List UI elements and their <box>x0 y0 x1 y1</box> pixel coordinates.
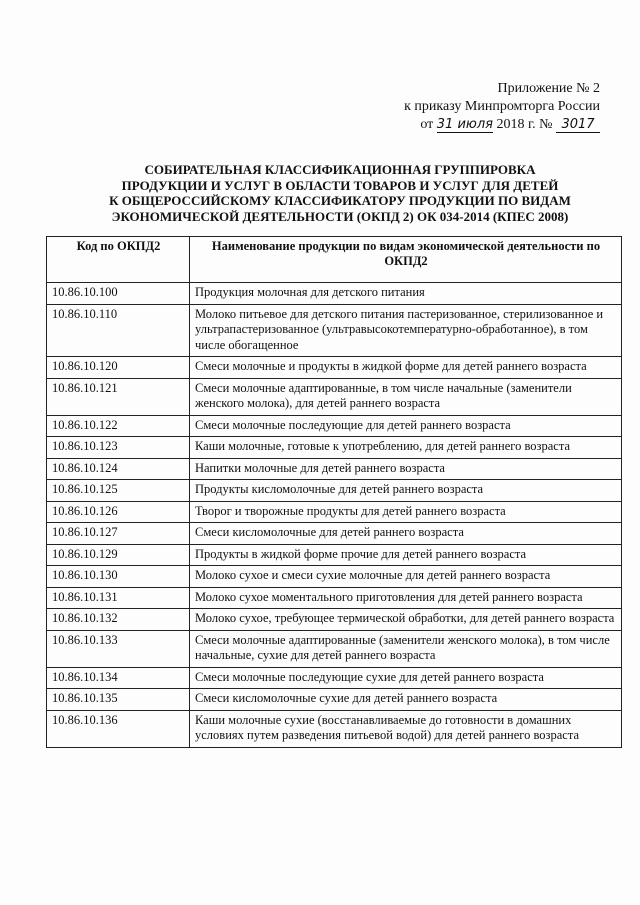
appendix-block <box>340 80 600 134</box>
document-title <box>90 162 590 224</box>
title-line-4: ЭКОНОМИЧЕСКОЙ ДЕЯТЕЛЬНОСТИ (ОКПД 2) ОК 034-2014 (КПЕС 2008) <box>111 208 569 224</box>
okpd2-code: 10.86.10.100 <box>47 283 190 305</box>
okpd2-code: 10.86.10.135 <box>47 689 190 711</box>
product-name: Напитки молочные для детей раннего возраста <box>190 458 622 480</box>
table-row <box>47 437 622 459</box>
table-row <box>47 304 622 357</box>
okpd2-code: 10.86.10.132 <box>47 609 190 631</box>
okpd2-code: 10.86.10.129 <box>47 544 190 566</box>
okpd2-code: 10.86.10.124 <box>47 458 190 480</box>
okpd2-code: 10.86.10.123 <box>47 437 190 459</box>
okpd2-code: 10.86.10.126 <box>47 501 190 523</box>
product-name: Молоко сухое, требующее термической обработки, для детей раннего возраста <box>190 609 622 631</box>
handwritten-date: 31 июля <box>436 117 493 132</box>
product-name: Каши молочные сухие (восстанавливаемые до готовности в домашних условиях путем разведения питьевой водой) для детей раннего возраста <box>190 710 622 747</box>
table-row <box>47 523 622 545</box>
product-name: Продукты в жидкой форме прочие для детей раннего возраста <box>190 544 622 566</box>
product-name: Смеси молочные адаптированные (заменители женского молока), в том числе начальные, сухие для детей раннего возраста <box>190 630 622 667</box>
handwritten-number: 3017 <box>556 118 600 133</box>
product-name: Смеси молочные адаптированные, в том числе начальные (заменители женского молока), для детей раннего возраста <box>190 378 622 415</box>
okpd2-code: 10.86.10.125 <box>47 480 190 502</box>
product-name: Смеси молочные последующие сухие для детей раннего возраста <box>190 667 622 689</box>
table-row <box>47 283 622 305</box>
product-name: Молоко питьевое для детского питания пастеризованное, стерилизованное и ультрапастеризованное (ультравысокотемпературно-обработанное), в том числе обогащенное <box>190 304 622 357</box>
title-line-2: ПРОДУКЦИИ И УСЛУГ В ОБЛАСТИ ТОВАРОВ И УСЛУГ ДЛЯ ДЕТЕЙ <box>121 177 559 193</box>
table-row <box>47 480 622 502</box>
appendix-line-3 <box>340 116 600 134</box>
product-name: Молоко сухое и смеси сухие молочные для детей раннего возраста <box>190 566 622 588</box>
title-line-1: СОБИРАТЕЛЬНАЯ КЛАССИФИКАЦИОННАЯ ГРУППИРОВКА <box>144 162 536 177</box>
table-row <box>47 667 622 689</box>
table-row <box>47 501 622 523</box>
okpd2-code: 10.86.10.120 <box>47 357 190 379</box>
header-code: Код по ОКПД2 <box>47 237 190 283</box>
product-name: Каши молочные, готовые к употреблению, для детей раннего возраста <box>190 437 622 459</box>
appendix-year: 2018 г. № <box>496 117 553 132</box>
appendix-line-1: Приложение № 2 <box>497 81 600 96</box>
title-line-3: К ОБЩЕРОССИЙСКОМУ КЛАССИФИКАТОРУ ПРОДУКЦИИ ПО ВИДАМ <box>109 193 571 208</box>
appendix-prefix-ot: от <box>420 117 434 132</box>
product-name: Продукты кисломолочные для детей раннего возраста <box>190 480 622 502</box>
table-row <box>47 458 622 480</box>
table-row <box>47 710 622 747</box>
table-row <box>47 566 622 588</box>
product-name: Молоко сухое моментального приготовления для детей раннего возраста <box>190 587 622 609</box>
table-row <box>47 544 622 566</box>
table-row <box>47 357 622 379</box>
table-row <box>47 587 622 609</box>
header-name: Наименование продукции по видам экономической деятельности по ОКПД2 <box>190 237 622 283</box>
table-row <box>47 630 622 667</box>
okpd2-code: 10.86.10.110 <box>47 304 190 357</box>
okpd2-code: 10.86.10.122 <box>47 415 190 437</box>
okpd2-code: 10.86.10.134 <box>47 667 190 689</box>
okpd2-code: 10.86.10.131 <box>47 587 190 609</box>
okpd2-code: 10.86.10.121 <box>47 378 190 415</box>
table-row <box>47 415 622 437</box>
product-name: Продукция молочная для детского питания <box>190 283 622 305</box>
table-row <box>47 378 622 415</box>
table-body <box>47 283 622 748</box>
classification-table <box>46 236 622 748</box>
product-name: Смеси молочные последующие для детей раннего возраста <box>190 415 622 437</box>
table-row <box>47 689 622 711</box>
product-name: Смеси кисломолочные сухие для детей раннего возраста <box>190 689 622 711</box>
okpd2-code: 10.86.10.136 <box>47 710 190 747</box>
appendix-line-2: к приказу Минпромторга России <box>404 99 600 114</box>
product-name: Смеси молочные и продукты в жидкой форме для детей раннего возраста <box>190 357 622 379</box>
table-header-row <box>47 237 622 283</box>
product-name: Творог и творожные продукты для детей раннего возраста <box>190 501 622 523</box>
okpd2-code: 10.86.10.133 <box>47 630 190 667</box>
okpd2-code: 10.86.10.127 <box>47 523 190 545</box>
table-row <box>47 609 622 631</box>
okpd2-code: 10.86.10.130 <box>47 566 190 588</box>
product-name: Смеси кисломолочные для детей раннего возраста <box>190 523 622 545</box>
